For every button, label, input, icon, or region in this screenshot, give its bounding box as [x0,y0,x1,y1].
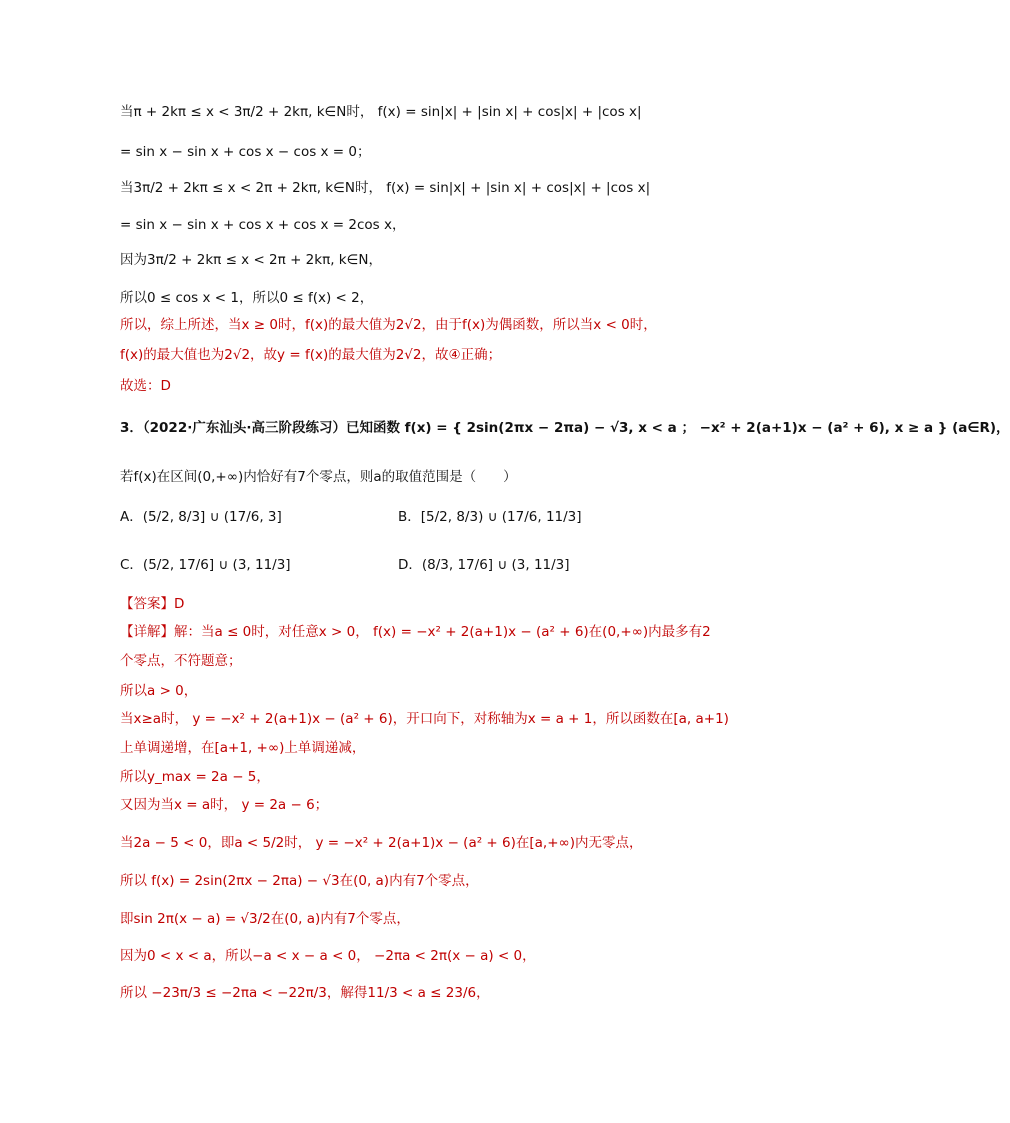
text-line-1: 当π + 2kπ ≤ x < 3π/2 + 2kπ, k∈N时， f(x) = sin|x| + |sin x| + cos|x| + |cos x| [120,104,642,120]
text-line-4: = sin x − sin x + cos x + cos x = 2cos x， [120,217,406,233]
answer-label: 【答案】D [120,596,185,612]
detail-line-10: 即sin 2π(x − a) = √3/2在(0, a)内有7个零点， [120,911,410,927]
detail-line-6: 所以y_max = 2a − 5， [120,769,270,785]
detail-line-8: 当2a − 5 < 0，即a < 5/2时， y = −x² + 2(a+1)x − (a² + 6)在[a,+∞)内无零点， [120,835,643,851]
answer-choice-line: 故选：D [120,378,171,394]
detail-line-4: 当x≥a时， y = −x² + 2(a+1)x − (a² + 6)，开口向下，对称轴为x = a + 1，所以函数在[a, a+1) [120,711,729,727]
text-line-3: 当3π/2 + 2kπ ≤ x < 2π + 2kπ, k∈N时， f(x) = sin|x| + |sin x| + cos|x| + |cos x| [120,180,651,196]
question-3-condition: 若f(x)在区间(0,+∞)内恰好有7个零点，则a的取值范围是（ ） [120,469,517,485]
option-a: A．(5/2, 8/3] ∪ (17/6, 3] [120,509,282,525]
summary-line-1: 所以，综上所述，当x ≥ 0时，f(x)的最大值为2√2，由于f(x)为偶函数，所以当x < 0时， [120,317,657,333]
option-b: B．[5/2, 8/3) ∪ (17/6, 11/3] [398,509,582,525]
option-c: C．(5/2, 17/6] ∪ (3, 11/3] [120,557,291,573]
detail-line-2: 个零点，不符题意； [120,653,242,669]
text-line-6: 所以0 ≤ cos x < 1，所以0 ≤ f(x) < 2， [120,290,374,306]
detail-line-11: 因为0 < x < a，所以−a < x − a < 0， −2πa < 2π(x − a) < 0， [120,948,536,964]
option-d: D．(8/3, 17/6] ∪ (3, 11/3] [398,557,570,573]
detail-line-1: 【详解】解：当a ≤ 0时，对任意x > 0， f(x) = −x² + 2(a+1)x − (a² + 6)在(0,+∞)内最多有2 [120,624,711,640]
text-line-2: = sin x − sin x + cos x − cos x = 0； [120,144,371,160]
detail-line-12: 所以 −23π/3 ≤ −2πa < −22π/3，解得11/3 < a ≤ 23/6， [120,985,490,1001]
summary-line-2: f(x)的最大值也为2√2，故y = f(x)的最大值为2√2，故④正确； [120,347,502,363]
detail-line-5: 上单调递增，在[a+1, +∞)上单调递减， [120,740,366,756]
question-3-stem: 3．（2022·广东汕头·高三阶段练习）已知函数 f(x) = { 2sin(2πx − 2πa) − √3, x < a ； −x² + 2(a+1)x − (a² + 6), x ≥ a } (a∈R)， [120,420,1010,436]
detail-line-7: 又因为当x = a时， y = 2a − 6； [120,797,329,813]
detail-line-3: 所以a > 0， [120,683,198,699]
text-line-5: 因为3π/2 + 2kπ ≤ x < 2π + 2kπ, k∈N， [120,252,382,268]
detail-line-9: 所以 f(x) = 2sin(2πx − 2πa) − √3在(0, a)内有7个零点， [120,873,479,889]
